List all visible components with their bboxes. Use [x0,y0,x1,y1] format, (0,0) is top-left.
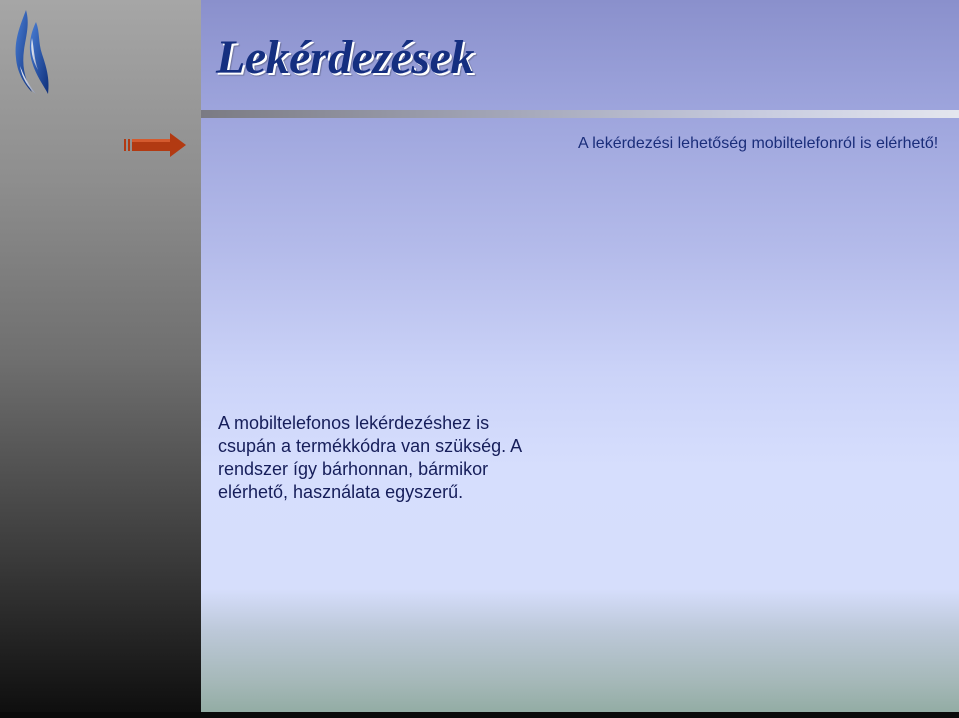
logo-icon [10,8,52,98]
slide-title: Lekérdezések [216,31,474,84]
title-divider [201,110,959,118]
bottom-text: A mobiltelefonos lekérdezéshez is csupán a termékkódra van szükség. A rendszer így bárhonnan, bármikor elérhető, használata egyszerű. [218,413,522,502]
left-panel [0,0,201,718]
top-text: A lekérdezési lehetőség mobiltelefonról is elérhető! [578,135,939,152]
bottom-border [0,712,959,718]
right-arrow-icon [124,132,188,158]
right-panel [201,0,959,718]
